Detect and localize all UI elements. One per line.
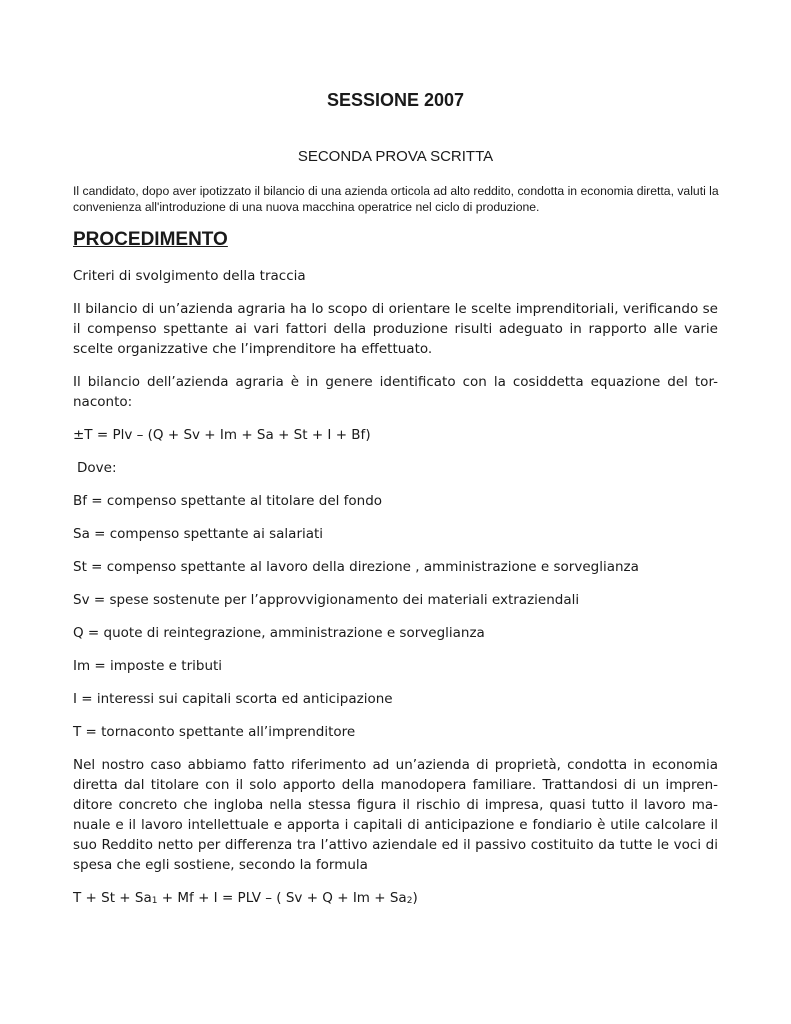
paragraph-1: Il bilancio di un’azienda agraria ha lo scopo di orientare le scelte imprenditoriali, verificando se il compenso spettante ai vari fattori della produzione risulti adeguato in rapporto alle varie scelte organizzative che l’imprenditore ha effettuato.: [73, 301, 718, 357]
definition-im: Im = imposte e tributi: [73, 658, 223, 674]
definition-q: Q = quote di reintegrazione, amministrazione e sorveglianza: [73, 625, 485, 641]
paragraph-3: Nel nostro caso abbiamo fatto riferimento ad un’azienda di proprietà, condotta in economia diretta dal titolare con il solo apporto della manodopera familiare. Trattandosi di un impren-ditore concreto che ingloba nella stessa figura il rischio di impresa, quasi tutto il lavoro ma-nuale e il lavoro intellettuale e apporta i capitali di anticipazione e fondiario è utile calcolare il suo Reddito netto per differenza tra l’attivo aziendale ed il passivo costituito da tutte le voci di spesa che egli sostiene, secondo la formula: [73, 757, 718, 873]
definition-sa: Sa = compenso spettante ai salariati: [73, 526, 324, 542]
formula-subscript-1: 1: [151, 896, 158, 906]
section-heading: PROCEDIMENTO: [73, 229, 228, 250]
criteria-line: Criteri di svolgimento della traccia: [73, 268, 306, 284]
definition-sv: Sv = spese sostenute per l’approvvigionamento dei materiali extraziendali: [73, 592, 580, 608]
dove-label: Dove:: [77, 460, 117, 476]
task-statement: Il candidato, dopo aver ipotizzato il bilancio di una azienda orticola ad alto reddito, condotta in economia diretta, valuti la convenienza all'introduzione di una nuova macchina operatrice nel ciclo di produzione.: [73, 184, 719, 214]
page-subtitle: SECONDA PROVA SCRITTA: [297, 148, 494, 165]
page-title: SESSIONE 2007: [326, 90, 465, 110]
formula-part-1: T + St + Sa: [73, 890, 152, 906]
formula-part-2: + Mf + I = PLV – ( Sv + Q + Im + Sa: [157, 890, 407, 906]
section-body: [73, 266, 718, 910]
formula-part-3: ): [412, 890, 418, 906]
paragraph-2: Il bilancio dell’azienda agraria è in genere identificato con la cosiddetta equazione del tor-naconto:: [73, 374, 718, 410]
definition-i: I = interessi sui capitali scorta ed anticipazione: [73, 691, 393, 707]
definition-bf: Bf = compenso spettante al titolare del fondo: [73, 493, 383, 509]
definition-t: T = tornaconto spettante all’imprenditore: [73, 724, 356, 740]
formula-subscript-2: 2: [406, 896, 413, 906]
formula: [73, 888, 718, 910]
definition-st: St = compenso spettante al lavoro della direzione , amministrazione e sorveglianza: [73, 559, 639, 575]
equation: ±T = Plv – (Q + Sv + Im + Sa + St + I + Bf): [73, 427, 371, 443]
